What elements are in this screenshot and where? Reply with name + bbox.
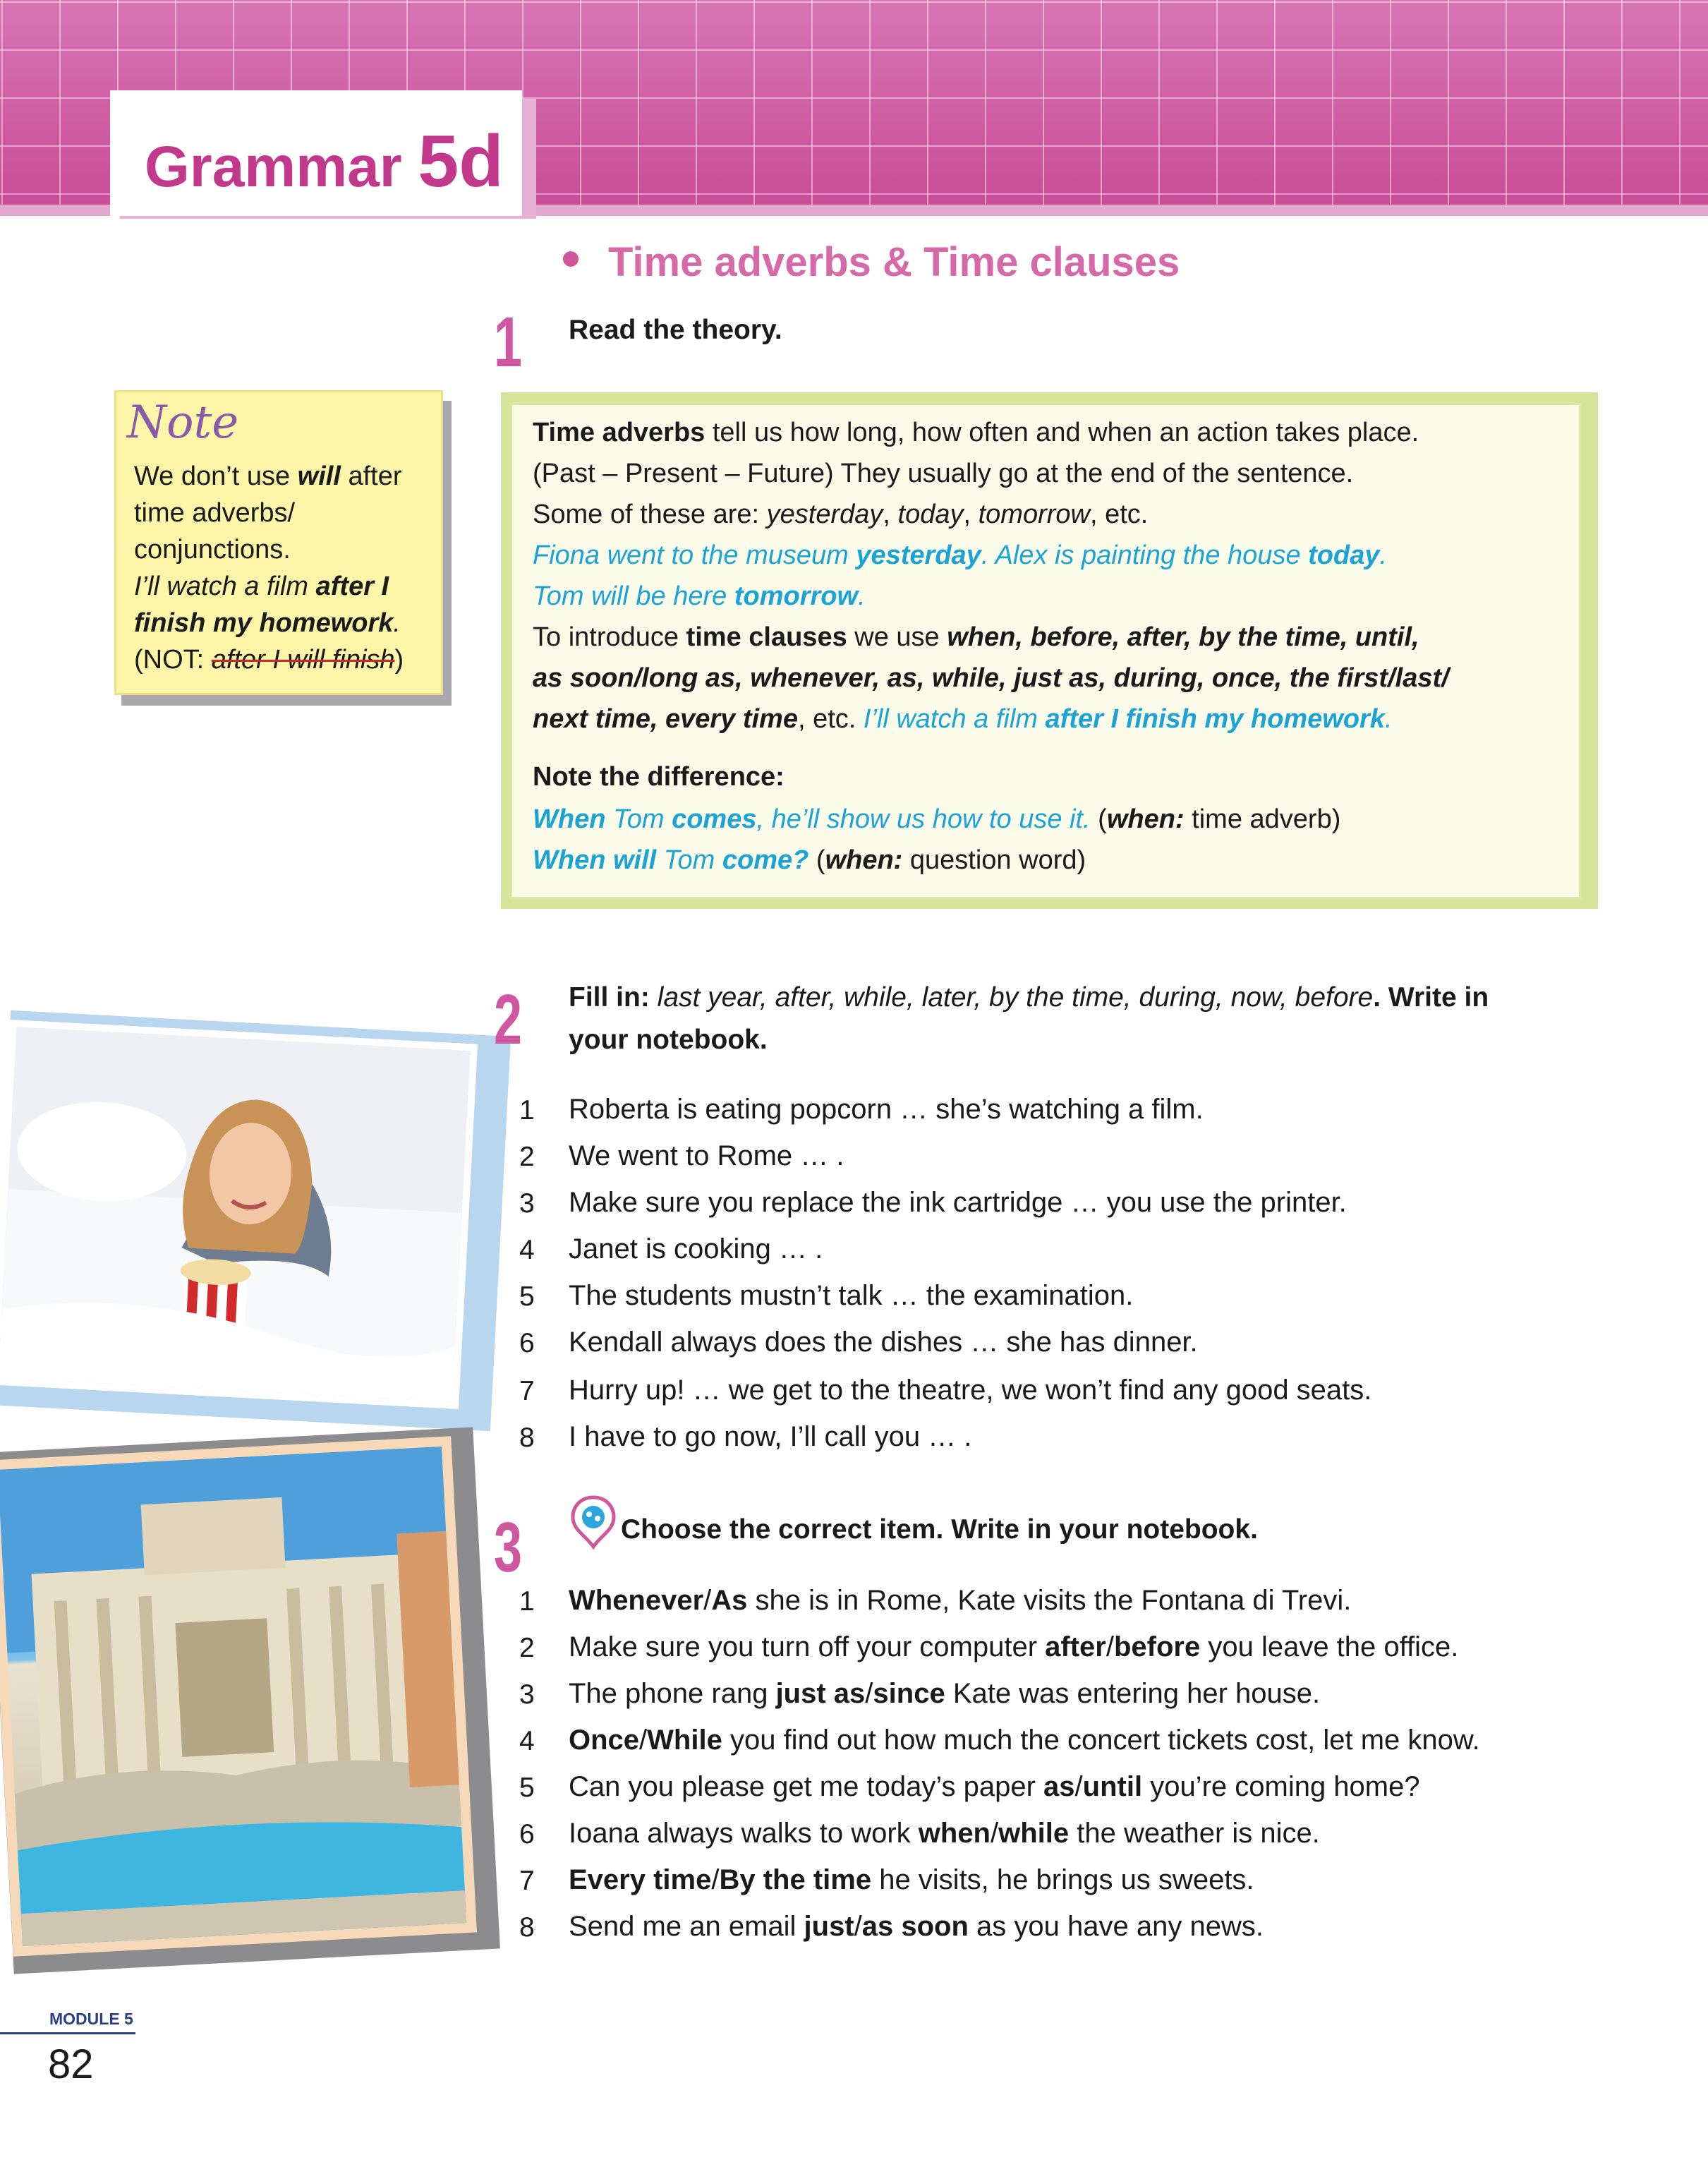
ex3-item-number: 4 <box>519 1726 535 1756</box>
adverb-example: today <box>897 500 964 529</box>
conjunction-list: when, before, after, by the time, until, <box>947 622 1419 652</box>
module-label: MODULE 5 <box>49 2010 133 2028</box>
option-2[interactable]: as soon <box>861 1911 969 1942</box>
option-2[interactable]: While <box>647 1725 722 1756</box>
example-text: , he’ll show us how to use it. <box>756 804 1091 834</box>
exercise-1-number: 1 <box>494 303 523 382</box>
example-text: Tom <box>605 804 672 834</box>
note-example-keyword: finish my homework <box>134 608 394 638</box>
section-title: Time adverbs & Time clauses <box>608 239 1180 285</box>
note-example: . <box>393 608 401 638</box>
example-text: . Alex is painting the house <box>981 541 1309 570</box>
ex3-item-number: 2 <box>519 1633 535 1663</box>
ex3-item: Ioana always walks to work when/while the weather is nice. <box>569 1818 1320 1849</box>
ex2-item-number: 4 <box>519 1235 535 1265</box>
item-text: Can you please get me today’s paper <box>569 1771 1044 1802</box>
ex2-item-text: I have to go now, I’ll call you … . <box>569 1421 972 1452</box>
theory-text: , etc. <box>1089 500 1149 529</box>
option-1[interactable]: as <box>1043 1771 1075 1802</box>
example-keyword: come? <box>722 845 809 875</box>
theory-text: , etc. <box>797 704 864 734</box>
ex3-item-number: 6 <box>519 1819 535 1849</box>
theory-line-3 <box>533 500 1148 530</box>
fountain-drawing <box>0 1447 466 1946</box>
ex3-item-number: 1 <box>519 1586 535 1617</box>
item-text: he visits, he brings us sweets. <box>871 1864 1254 1895</box>
option-2[interactable]: By the time <box>719 1864 872 1895</box>
theory-text: we use <box>847 622 947 652</box>
option-1[interactable]: after <box>1045 1631 1106 1662</box>
example-keyword: When <box>533 804 606 834</box>
exercise-2-instruction-line-1 <box>569 982 1489 1013</box>
theory-difference-title: Note the difference: <box>533 762 785 792</box>
item-text: she is in Rome, Kate visits the Fontana di Trevi. <box>747 1585 1352 1616</box>
item-text: Send me an email <box>569 1911 804 1942</box>
item-text: Make sure you turn off your computer <box>569 1631 1046 1662</box>
note-keyword: will <box>297 461 341 491</box>
exercise-1-instruction: Read the theory. <box>569 315 782 345</box>
ex3-item: Send me an email just/as soon as you have any news. <box>569 1911 1264 1942</box>
theory-term: when: <box>1106 804 1185 834</box>
exercise-2-number: 2 <box>494 980 523 1059</box>
bullet-icon <box>563 251 579 267</box>
ex2-item-text: Roberta is eating popcorn … she’s watching a film. <box>569 1094 1204 1125</box>
example-text: I’ll watch a film <box>863 704 1046 734</box>
ex2-item-number: 8 <box>519 1423 535 1453</box>
adverb-example: yesterday <box>766 500 883 529</box>
exercise-3-instruction: Choose the correct item. Write in your notebook. <box>621 1514 1258 1545</box>
theory-example-2 <box>533 581 866 612</box>
example-text: . <box>858 581 866 611</box>
title-code: 5d <box>418 121 504 203</box>
option-1[interactable]: Once <box>569 1725 640 1756</box>
note-line-2: time adverbs/ <box>134 498 296 528</box>
item-text: Kate was entering her house. <box>945 1678 1321 1709</box>
note-line-5 <box>134 608 401 639</box>
example-keyword: after I finish my homework <box>1045 704 1385 734</box>
example-text: Fiona went to the museum <box>533 541 856 570</box>
option-2[interactable]: since <box>873 1678 945 1709</box>
instruction-text: . Write in <box>1373 982 1489 1013</box>
item-text: The phone rang <box>569 1678 776 1709</box>
word-bank: last year, after, while, later, by the time, during, now, before <box>657 982 1374 1013</box>
note-line-4 <box>134 572 389 602</box>
ex2-item-number: 7 <box>519 1376 535 1406</box>
ex3-item-number: 7 <box>519 1866 535 1896</box>
theory-term: when: <box>825 845 903 875</box>
theory-line-clauses-3 <box>533 704 1393 735</box>
option-2[interactable]: until <box>1082 1771 1143 1802</box>
separator: , <box>963 500 979 529</box>
adverb-example: tomorrow <box>978 500 1090 529</box>
item-text: Ioana always walks to work <box>569 1818 919 1849</box>
separator: , <box>883 500 898 529</box>
ex2-item-number: 5 <box>519 1281 535 1312</box>
exercise-3-number: 3 <box>494 1508 523 1587</box>
note-line-1 <box>134 461 402 492</box>
theory-line-2: (Past – Present – Future) They usually go at the end of the sentence. <box>533 459 1354 488</box>
option-2[interactable]: while <box>998 1818 1070 1849</box>
theory-text: question word) <box>902 845 1086 875</box>
theory-line-clauses-1 <box>533 622 1419 653</box>
exercise-2-instruction-line-2: your notebook. <box>569 1025 768 1055</box>
note-title: Note <box>127 397 239 449</box>
note-text: (NOT: <box>134 645 212 675</box>
ex2-item-text: The students mustn’t talk … the examination. <box>569 1280 1134 1311</box>
ex3-item: Whenever/As she is in Rome, Kate visits the Fontana di Trevi. <box>569 1585 1352 1616</box>
example-keyword: yesterday <box>856 541 981 570</box>
example-keyword: tomorrow <box>734 581 859 611</box>
girl-popcorn-illustration <box>0 1027 471 1401</box>
ex3-item: Can you please get me today’s paper as/until you’re coming home? <box>569 1771 1420 1802</box>
item-text: you find out how much the concert tickets cost, let me know. <box>722 1725 1480 1756</box>
photo-trevi-fountain <box>0 1436 477 1956</box>
ex2-item-number: 6 <box>519 1328 535 1358</box>
theory-difference-2 <box>533 845 1086 876</box>
theory-text: tell us how long, how often and when an action takes place. <box>705 418 1419 447</box>
ex3-item: Make sure you turn off your computer after/before you leave the office. <box>569 1631 1459 1662</box>
ex2-item-text: Hurry up! … we get to the theatre, we won’t find any good seats. <box>569 1375 1372 1406</box>
ex3-item-number: 3 <box>519 1679 535 1710</box>
theory-term: Time adverbs <box>533 418 705 447</box>
theory-text: ( <box>1090 804 1107 834</box>
ex2-item-text: Make sure you replace the ink cartridge … you use the printer. <box>569 1187 1347 1218</box>
ex2-item-text: Kendall always does the dishes … she has dinner. <box>569 1327 1198 1358</box>
theory-line-clauses-2: as soon/long as, whenever, as, while, just as, during, once, the first/last/ <box>533 663 1449 693</box>
item-text: you’re coming home? <box>1142 1771 1420 1802</box>
struck-out-example: after I will finish <box>211 645 395 675</box>
footer-divider <box>0 2032 135 2034</box>
theory-text: time adverb) <box>1184 804 1341 834</box>
note-example: I’ll watch a film <box>134 572 316 601</box>
option-1[interactable]: Whenever <box>569 1585 704 1616</box>
example-text: . <box>1379 541 1388 570</box>
ex3-item: The phone rang just as/since Kate was entering her house. <box>569 1678 1321 1709</box>
example-keyword: When will <box>533 845 657 875</box>
theory-difference-1 <box>533 804 1340 835</box>
example-keyword: comes <box>672 804 757 834</box>
theory-text: To introduce <box>533 622 686 652</box>
note-text: after <box>340 461 402 491</box>
theory-example-1 <box>533 541 1387 571</box>
theory-text: ( <box>808 845 825 875</box>
critical-thinking-icon <box>569 1495 618 1550</box>
example-text: Tom <box>656 845 722 875</box>
note-text: ) <box>394 645 404 675</box>
example-keyword: today <box>1308 541 1380 570</box>
example-text: Tom will be here <box>533 581 734 611</box>
instruction-text: Fill in: <box>569 982 658 1013</box>
ex3-item-number: 5 <box>519 1773 535 1803</box>
page-number: 82 <box>48 2041 94 2087</box>
ex2-item-text: We went to Rome … . <box>569 1140 844 1171</box>
theory-term: time clauses <box>686 622 847 652</box>
item-text: as you have any news. <box>968 1911 1264 1942</box>
note-example-keyword: after I <box>315 572 389 601</box>
option-2[interactable]: before <box>1113 1631 1201 1662</box>
option-1[interactable]: just <box>804 1911 854 1942</box>
item-text: the weather is nice. <box>1069 1818 1320 1849</box>
ex3-item: Once/While you find out how much the concert tickets cost, let me know. <box>569 1725 1480 1756</box>
ex2-item-text: Janet is cooking … . <box>569 1233 823 1264</box>
note-line-3: conjunctions. <box>134 535 291 565</box>
note-text: We don’t use <box>134 461 298 491</box>
theory-text: Some of these are: <box>533 500 767 529</box>
ex2-item-number: 1 <box>519 1095 535 1125</box>
example-text: . <box>1384 704 1393 734</box>
item-text: you leave the office. <box>1200 1631 1459 1662</box>
option-1[interactable]: just as <box>775 1678 866 1709</box>
note-line-6 <box>134 645 404 675</box>
ex3-item-number: 8 <box>519 1912 535 1943</box>
option-2[interactable]: As <box>711 1585 748 1616</box>
conjunction-list: next time, every time <box>533 704 798 734</box>
option-1[interactable]: Every time <box>569 1864 712 1895</box>
option-1[interactable]: when <box>918 1818 991 1849</box>
trevi-fountain-illustration <box>0 1447 466 1946</box>
title-prefix: Grammar <box>145 135 418 199</box>
ex3-item: Every time/By the time he visits, he brings us sweets. <box>569 1864 1254 1895</box>
ex2-item-number: 3 <box>519 1188 535 1219</box>
page-title <box>145 120 504 204</box>
photo-girl-popcorn <box>0 1020 478 1409</box>
ex2-item-number: 2 <box>519 1142 535 1172</box>
theory-line-1 <box>533 418 1419 448</box>
